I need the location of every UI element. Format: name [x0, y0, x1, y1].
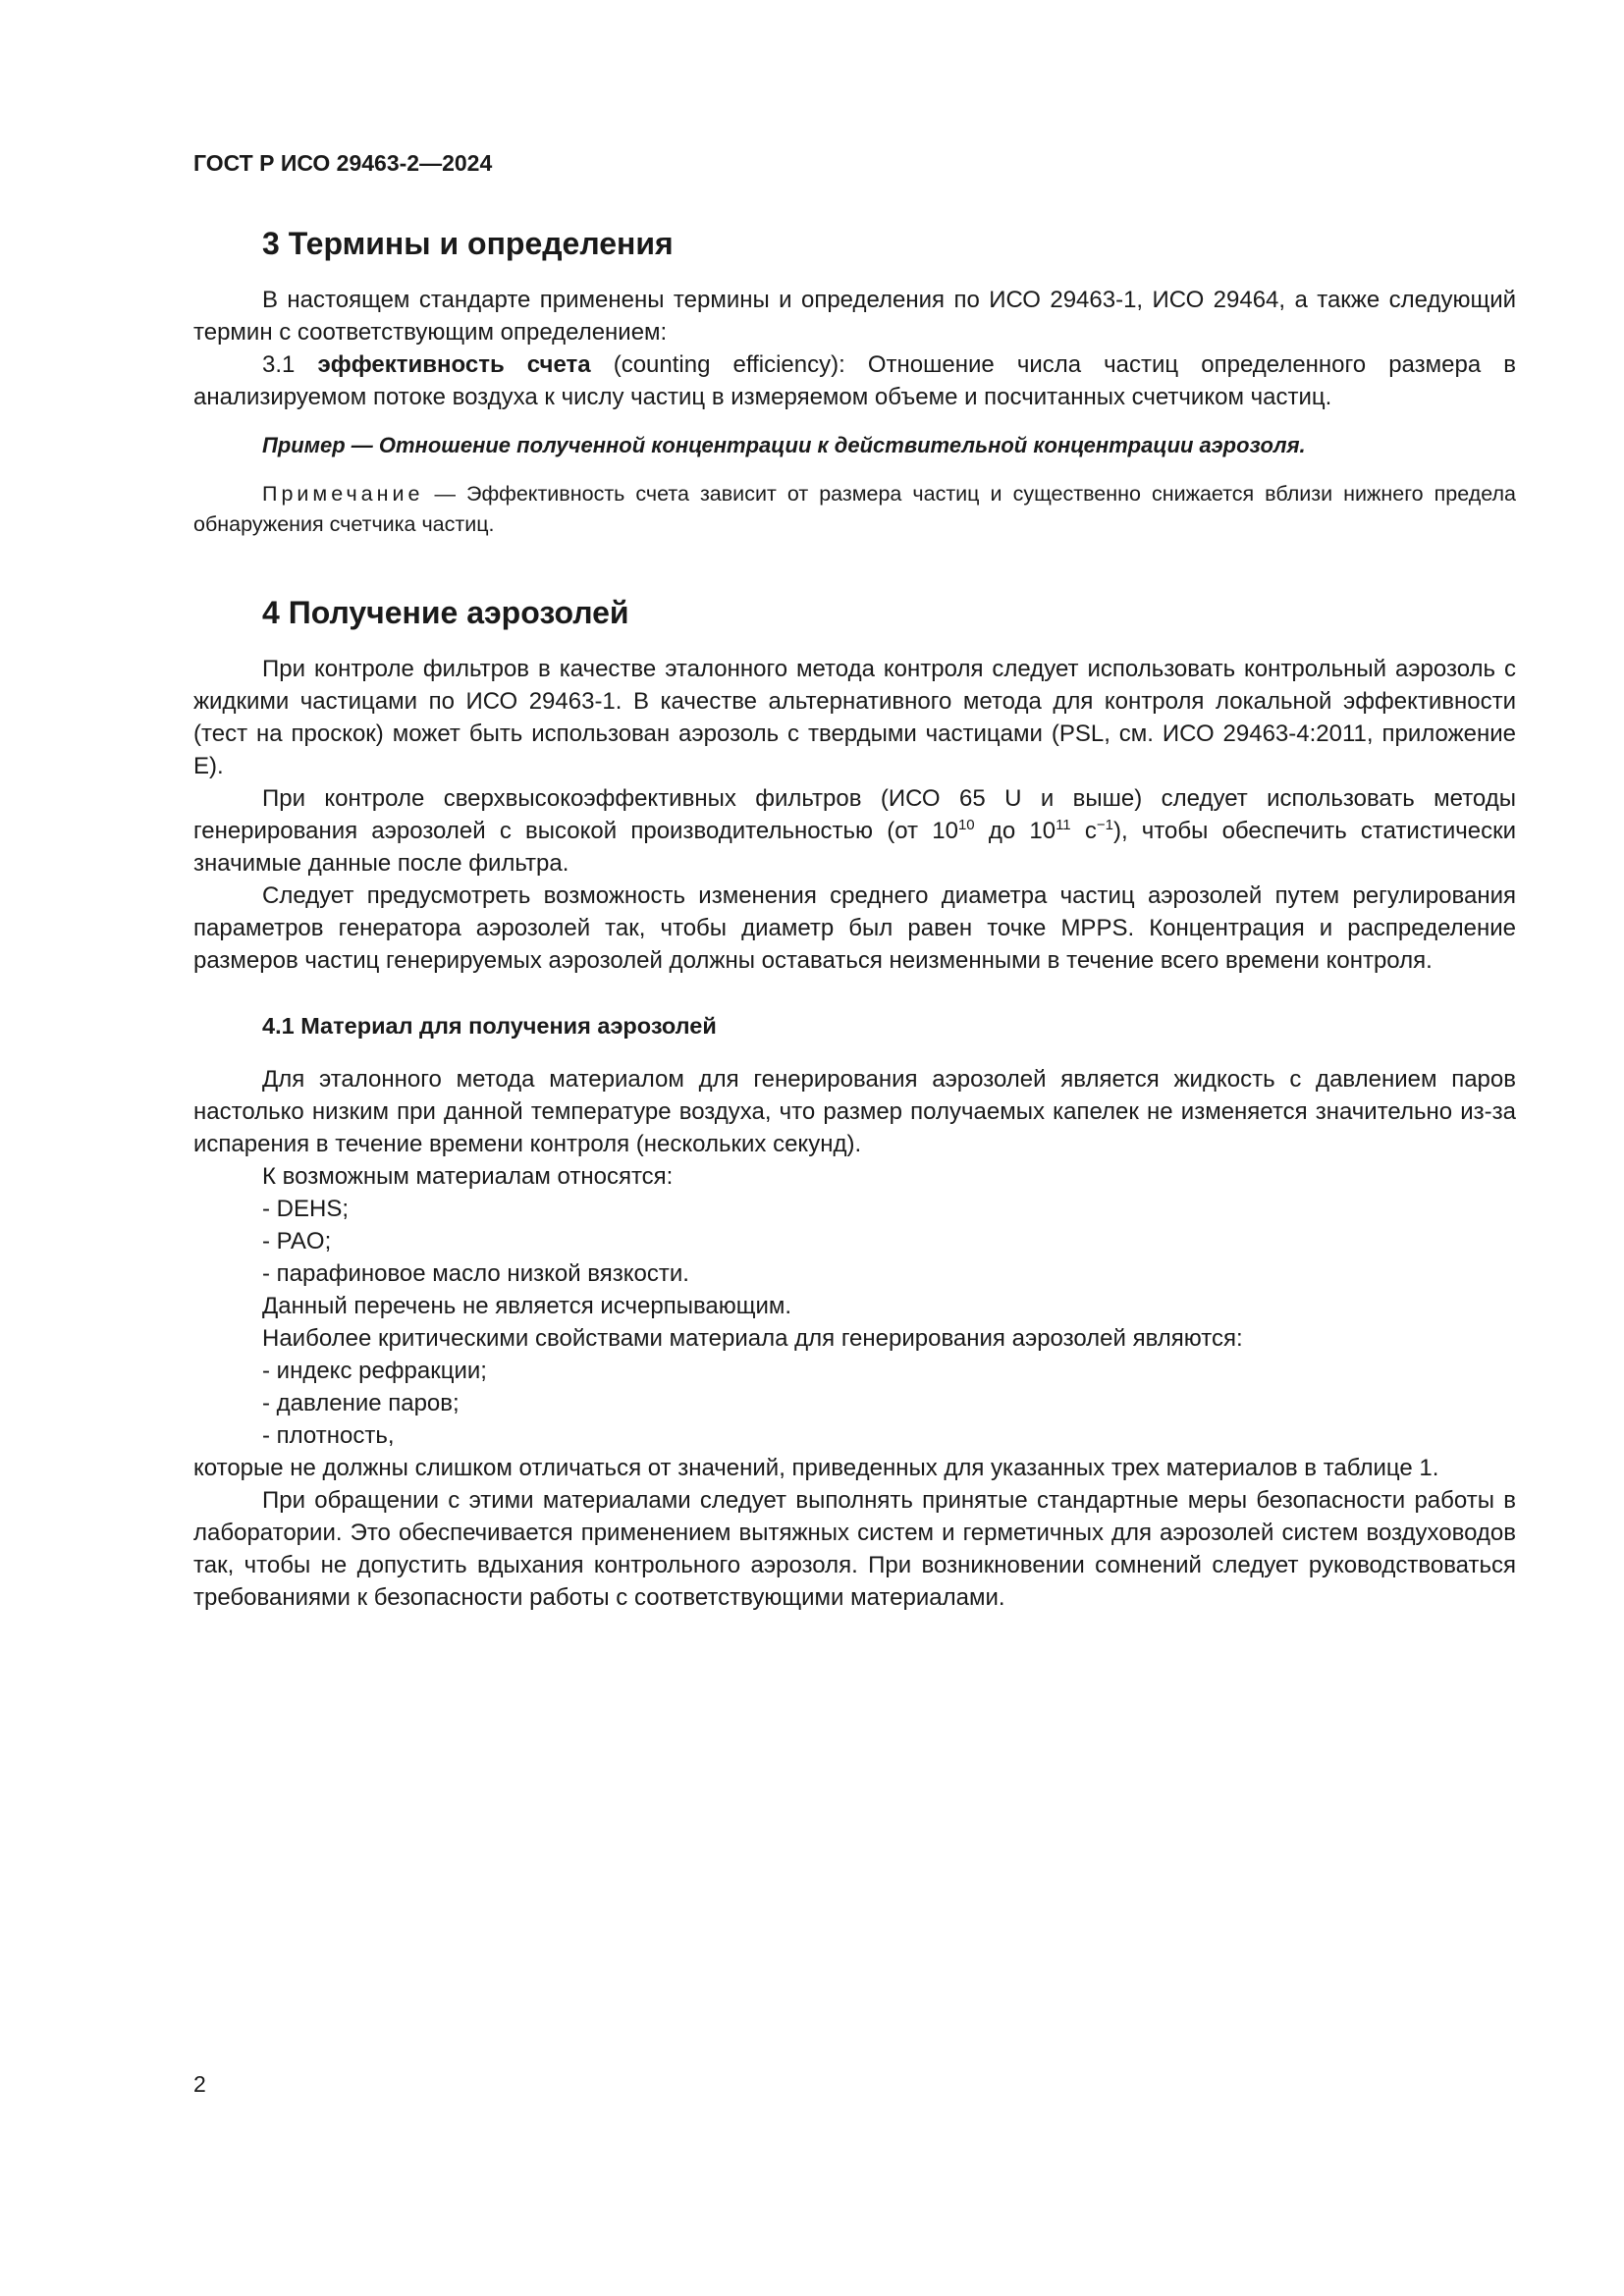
- p2-exponent-3: −1: [1096, 817, 1113, 833]
- list-item: - давление паров;: [262, 1390, 460, 1416]
- properties-intro: Наиболее критическими свойствами материала для генерирования аэрозолей являются:: [262, 1325, 1243, 1352]
- document-header: ГОСТ Р ИСО 29463-2—2024: [193, 150, 493, 176]
- note-label: Примечание: [262, 482, 424, 506]
- list-item: - индекс рефракции;: [262, 1358, 487, 1384]
- section-4-1-heading: 4.1 Материал для получения аэрозолей: [262, 1013, 717, 1039]
- section-4-paragraph-3: Следует предусмотреть возможность изменения среднего диаметра частиц аэрозолей путем регулирования параметров генератора аэрозолей так, чтобы диаметр был равен точке MPPS. Концентрация и распределение размеров частиц генерируемых аэрозолей должны оставаться неизменными в течение всего времени контроля.: [193, 882, 1516, 974]
- p2-text-c: с: [1070, 818, 1097, 844]
- p2-exponent-2: 11: [1056, 817, 1071, 833]
- p2-text-a: При контроле сверхвысокоэффективных фильтров (ИСО 65 U и выше) следует использовать методы генерирования аэрозолей с высокой производительностью (от 10: [193, 785, 1516, 844]
- term-name: эффективность счета: [317, 351, 591, 378]
- p2-text-b: до 10: [974, 818, 1056, 844]
- page-number: 2: [193, 2071, 206, 2097]
- section-4-1-paragraph-1: Для эталонного метода материалом для генерирования аэрозолей является жидкость с давлением паров настолько низким при данной температуре воздуха, что размер получаемых капелек не изменяется значительно из-за испарения в течение времени контроля (нескольких секунд).: [193, 1066, 1516, 1157]
- not-exhaustive-note: Данный перечень не является исчерпывающим.: [262, 1293, 792, 1319]
- term-note: [193, 479, 1516, 540]
- page-content: [193, 224, 1516, 1614]
- term-example: Пример — Отношение полученной концентрации к действительной концентрации аэрозоля.: [262, 433, 1306, 457]
- note-text: — Эффективность счета зависит от размера частиц и существенно снижается вблизи нижнего предела обнаружения счетчика частиц.: [193, 482, 1516, 536]
- properties-tail: которые не должны слишком отличаться от значений, приведенных для указанных трех материалов в таблице 1.: [193, 1455, 1439, 1481]
- list-item: - парафиновое масло низкой вязкости.: [262, 1260, 689, 1287]
- p2-exponent-1: 10: [957, 817, 975, 833]
- term-number: 3.1: [262, 351, 296, 378]
- term-definition-text: (counting efficiency): Отношение числа частиц определенного размера в анализируемом потоке воздуха к числу частиц в измеряемом объеме и посчитанных счетчиком частиц.: [193, 351, 1517, 410]
- section-3-heading: 3 Термины и определения: [262, 226, 674, 261]
- section-4-paragraph-2: [193, 782, 1516, 880]
- materials-intro: К возможным материалам относятся:: [262, 1163, 674, 1190]
- safety-paragraph: При обращении с этими материалами следует выполнять принятые стандартные меры безопасности работы в лаборатории. Это обеспечивается применением вытяжных систем и герметичных для аэрозолей систем воздуховодов так, чтобы не допустить вдыхания контрольного аэрозоля. При возникновении сомнений следует руководствоваться требованиями к безопасности работы с соответствующими материалами.: [193, 1487, 1516, 1611]
- p2-text-d: ), чтобы обеспечить статистически значимые данные после фильтра.: [193, 818, 1516, 877]
- section-4-paragraph-1: При контроле фильтров в качестве эталонного метода контроля следует использовать контрольный аэрозоль с жидкими частицами по ИСО 29463-1. В качестве альтернативного метода для контроля локальной эффективности (тест на проскок) может быть использован аэрозоль с твердыми частицами (PSL, см. ИСО 29463-4:2011, приложение Е).: [193, 656, 1516, 779]
- section-4-heading: 4 Получение аэрозолей: [262, 595, 629, 630]
- list-item: - плотность,: [262, 1422, 395, 1449]
- term-definition: [193, 348, 1516, 413]
- list-item: - PAO;: [262, 1228, 332, 1255]
- section-3-intro: В настоящем стандарте применены термины и определения по ИСО 29463-1, ИСО 29464, а также следующий термин с соответствующим определением:: [193, 287, 1516, 346]
- list-item: - DEHS;: [262, 1196, 350, 1222]
